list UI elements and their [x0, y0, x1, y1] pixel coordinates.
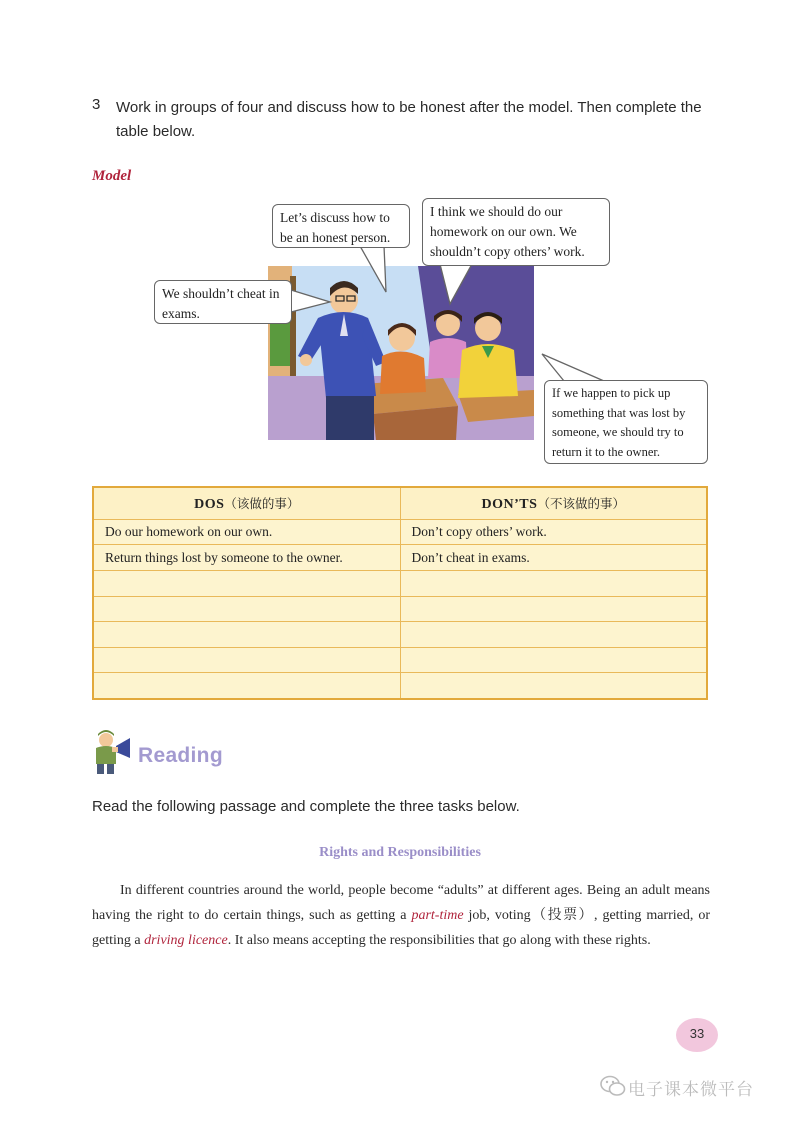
donts-cell[interactable] — [400, 596, 707, 622]
donts-cell[interactable] — [400, 673, 707, 699]
dos-cell[interactable] — [93, 673, 400, 699]
passage-title: Rights and Responsibilities — [319, 845, 481, 860]
table-row — [93, 519, 707, 545]
model-label: Model — [92, 168, 132, 184]
table-row — [93, 545, 707, 571]
table-row — [93, 596, 707, 622]
table-row — [93, 673, 707, 699]
reading-instruction: Read the following passage and complete the three tasks below. — [92, 798, 520, 815]
exercise-instruction: Work in groups of four and discuss how to be honest after the model. Then complete the table below. — [116, 99, 702, 140]
table-row — [93, 570, 707, 596]
dos-cell[interactable] — [93, 596, 400, 622]
dos-donts-table — [92, 486, 708, 700]
megaphone-man-icon — [88, 728, 134, 776]
donts-cell[interactable] — [400, 647, 707, 673]
highlight-term-driving-licence: driving licence — [144, 933, 228, 948]
dos-cell: Do our homework on our own. — [93, 519, 400, 545]
dos-header: DOS（该做的事） — [93, 487, 400, 519]
donts-cell[interactable] — [400, 570, 707, 596]
speech-bubble-lets-discuss: Let’s discuss how to be an honest person. — [272, 204, 410, 248]
section-title-reading: Reading — [138, 744, 223, 767]
dos-cell[interactable] — [93, 622, 400, 648]
dos-cell: Return things lost by someone to the owner. — [93, 545, 400, 571]
dos-cell[interactable] — [93, 647, 400, 673]
speech-bubble-cheat: We shouldn’t cheat in exams. — [154, 280, 292, 324]
exercise-number: 3 — [92, 96, 101, 113]
table-row — [93, 622, 707, 648]
speech-bubble-homework: I think we should do our homework on our own. We shouldn’t copy others’ work. — [422, 198, 610, 266]
wechat-icon — [600, 1074, 626, 1098]
page-number: 33 — [676, 1018, 718, 1052]
classroom-illustration — [268, 266, 534, 440]
table-row — [93, 647, 707, 673]
highlight-term-part-time: part-time — [411, 908, 464, 923]
dos-cell[interactable] — [93, 570, 400, 596]
donts-cell: Don’t copy others’ work. — [400, 519, 707, 545]
donts-cell: Don’t cheat in exams. — [400, 545, 707, 571]
watermark-text: 电子课本微平台 — [628, 1080, 754, 1099]
passage-paragraph: In different countries around the world, people become “adults” at different ages. Being an adult means having the right to do certain things, such as getting a part-time job, voting（投票）, getting married, or getting a driving licence. It also means accepting the responsibilities that go along with these rights. — [92, 883, 710, 948]
donts-cell[interactable] — [400, 622, 707, 648]
speech-bubble-pick-up: If we happen to pick up something that was lost by someone, we should try to return it to the owner. — [544, 380, 708, 464]
table-header-row — [93, 487, 707, 519]
donts-header: DON’TS（不该做的事） — [400, 487, 707, 519]
